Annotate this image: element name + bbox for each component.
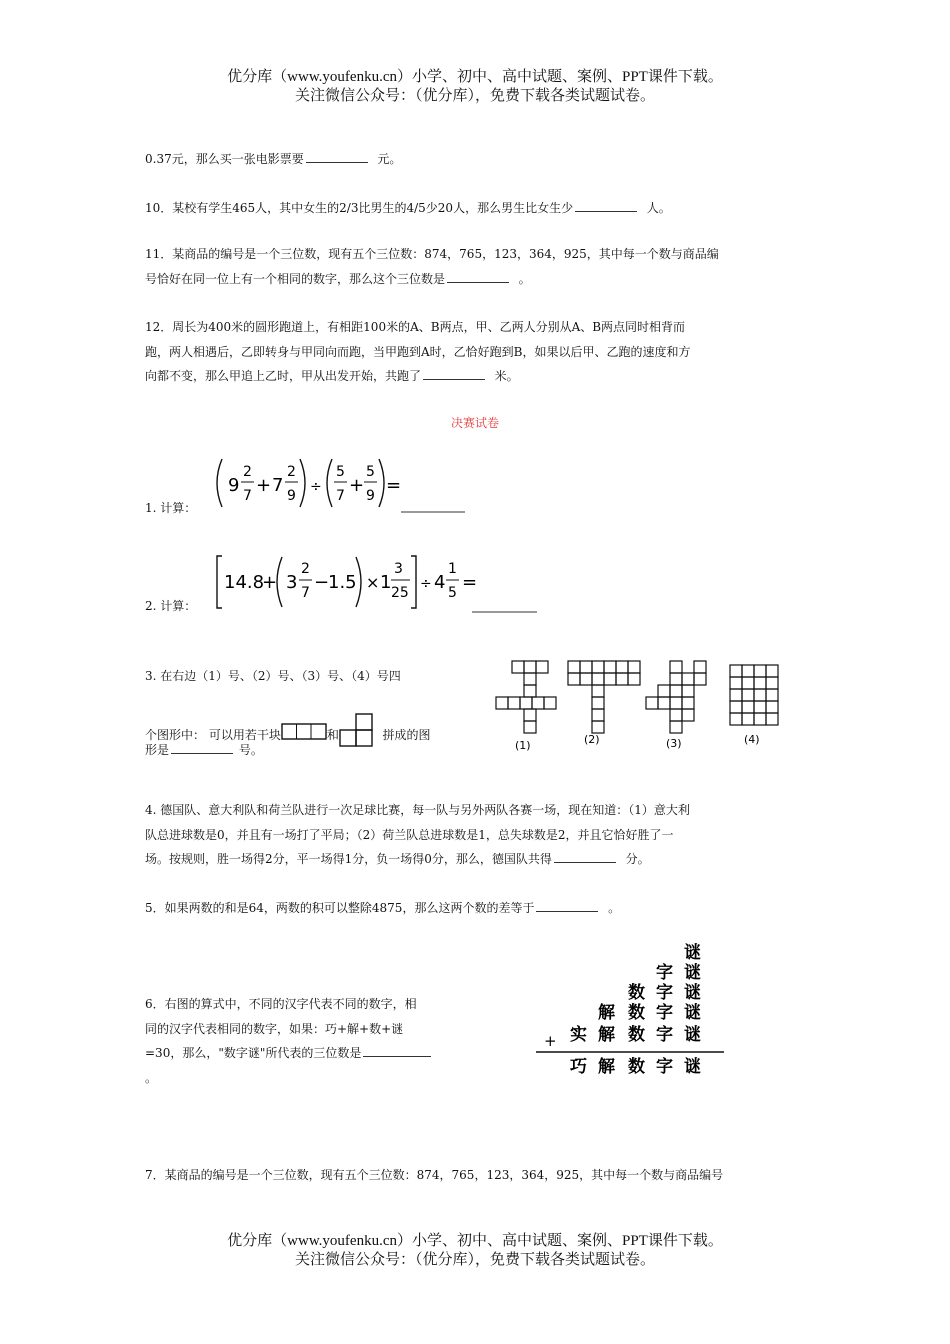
- puzzle-plus: +: [544, 1032, 557, 1050]
- q2-d3: 5: [448, 585, 457, 601]
- q2-times: ×: [366, 573, 380, 592]
- figure-3: [646, 661, 706, 733]
- q2-n3: 1: [448, 561, 457, 577]
- bracket-left: [217, 556, 222, 608]
- q12-line-3: [145, 364, 810, 389]
- final-section-title: 决赛试卷: [450, 416, 499, 430]
- answer-blank: [575, 199, 637, 212]
- q2-w3: 4: [434, 572, 446, 593]
- puzzle-char: 实: [570, 1025, 587, 1045]
- q12-line-1: 12．周长为400米的圆形跑道上，有相距100米的A、B两点，甲、乙两人分别从A、B两点同时相背而: [145, 320, 686, 334]
- q11-end: 。: [518, 271, 531, 286]
- paren-left: [277, 557, 282, 607]
- q4-line-1: 4. 德国队、意大利队和荷兰队进行一次足球比赛，每一队与另外两队各赛一场，现在知道：（1）意大利: [145, 803, 690, 817]
- figure-1: [496, 661, 556, 733]
- puzzle-char: 字: [656, 1025, 673, 1045]
- figure-2: [568, 661, 640, 733]
- q10-unit: 人。: [646, 201, 671, 215]
- q1-label: 1. 计算：: [145, 501, 197, 515]
- puzzle-char: 数: [628, 1025, 645, 1045]
- q4-line-2: 队总进球数是0，并且有一场打了平局；（2）荷兰队总进球数是1，总失球数是2，并且它恰好胜了一: [145, 827, 674, 842]
- figure-4: [730, 665, 778, 725]
- q1-eq: =: [386, 475, 402, 496]
- puzzle-char: 数: [628, 1003, 645, 1023]
- footer-line-2: 关注微信公众号：（优分库），免费下载各类试题试卷。: [294, 1252, 655, 1268]
- q12-unit: 米。: [494, 369, 519, 383]
- q1-a-num: 2: [243, 464, 252, 480]
- q1-b-num: 2: [287, 464, 296, 480]
- puzzle-char: 字: [656, 1003, 673, 1023]
- bracket-right: [411, 556, 416, 608]
- q3-text-d: 号。: [238, 743, 263, 757]
- question-7: 7．某商品的编号是一个三位数，现有五个三位数：874，765，123，364，925，其中每一个数与商品编号: [145, 1168, 724, 1182]
- q3-text-b: 拼成的图: [382, 728, 431, 742]
- answer-blank: [423, 367, 485, 380]
- q2-minus: −: [314, 572, 330, 593]
- q6-line-2: 同的汉字代表相同的数字，如果：巧+解+数+谜: [145, 1021, 404, 1036]
- puzzle-char: 谜: [684, 983, 701, 1003]
- puzzle-char: 谜: [684, 1003, 701, 1023]
- q1-div: ÷: [310, 479, 322, 495]
- q1-a-den: 7: [243, 488, 252, 504]
- q2-label: 2. 计算：: [145, 599, 197, 613]
- puzzle-char: 解: [598, 1025, 615, 1045]
- q2-w1: 3: [286, 572, 298, 593]
- q1-d-den: 9: [366, 488, 375, 504]
- q1-c-den: 7: [336, 488, 345, 504]
- puzzle-char: 数: [628, 983, 645, 1003]
- paren-right: [379, 459, 384, 507]
- answer-blank: [554, 850, 616, 863]
- puzzle-result-char: 解: [598, 1057, 615, 1077]
- q1-b-den: 9: [287, 488, 296, 504]
- paren-right: [356, 557, 361, 607]
- q2-t2: 1.5: [328, 572, 357, 593]
- paren-left: [327, 459, 332, 507]
- puzzle-char: 字: [656, 983, 673, 1003]
- q10-text: 10．某校有学生465人，其中女生的2/3比男生的4/5少20人，那么男生比女生少: [145, 201, 574, 215]
- q1-expression: [210, 455, 480, 515]
- q9-unit: 元。: [377, 152, 402, 166]
- question-11: [145, 242, 810, 291]
- figure-1-label: (1): [515, 739, 531, 752]
- question-4: [145, 798, 810, 872]
- header-line-1: 优分库（www.youfenku.cn）小学、初中、高中试题、案例、PPT课件下载。: [227, 69, 723, 85]
- q2-d1: 7: [301, 585, 310, 601]
- q5-end: 。: [608, 901, 621, 915]
- answer-blank: [306, 150, 368, 163]
- q2-eq: =: [462, 572, 478, 593]
- q1-plus-2: +: [349, 475, 365, 496]
- figure-3-label: (3): [666, 737, 682, 750]
- answer-blank: [536, 899, 598, 912]
- q3-figures: [492, 655, 792, 755]
- header-line-2: 关注微信公众号：（优分库），免费下载各类试题试卷。: [294, 88, 655, 104]
- q3-line-3: [145, 738, 495, 763]
- paren-right: [300, 459, 305, 507]
- q5-text: 5．如果两数的和是64，两数的积可以整除4875，那么这两个数的差等于: [145, 901, 535, 915]
- q1-a-whole: 9: [228, 475, 240, 496]
- q1-c-num: 5: [336, 464, 345, 480]
- q2-n1: 2: [301, 561, 310, 577]
- q1-d-num: 5: [366, 464, 375, 480]
- puzzle-result-char: 字: [656, 1057, 673, 1077]
- question-5: [145, 896, 810, 921]
- q3-text-c: 形是: [145, 743, 170, 757]
- puzzle-char: 谜: [684, 963, 701, 983]
- q4-line-3: [145, 847, 810, 872]
- answer-blank: [171, 741, 233, 754]
- q3-line-1: 3. 在右边（1）号、（2）号、（3）号、（4）号四: [145, 669, 401, 683]
- q3-and: 和: [326, 728, 339, 742]
- figure-4-label: (4): [744, 733, 760, 746]
- q3-text-a: 个图形中： 可以用若干块: [145, 728, 281, 742]
- q6-puzzle: [536, 938, 736, 1078]
- q1-b-whole: 7: [272, 475, 284, 496]
- q6-line-4: 。: [145, 1070, 158, 1085]
- q2-w2: 1: [380, 572, 392, 593]
- puzzle-char: 字: [656, 963, 673, 983]
- answer-blank: [447, 270, 509, 283]
- puzzle-result-char: 巧: [570, 1057, 587, 1077]
- q4-unit: 分。: [625, 852, 650, 866]
- q2-d2: 25: [391, 585, 409, 601]
- puzzle-char: 解: [598, 1003, 615, 1023]
- q9-text: 0.37元，那么买一张电影票要: [145, 152, 304, 166]
- puzzle-char: 谜: [684, 1025, 701, 1045]
- q2-expression: [210, 553, 550, 615]
- puzzle-result-char: 谜: [684, 1057, 701, 1077]
- footer-line-1: 优分库（www.youfenku.cn）小学、初中、高中试题、案例、PPT课件下载。: [227, 1233, 723, 1249]
- q2-plus: +: [262, 572, 278, 593]
- q11-text: 号恰好在同一位上有一个相同的数字，那么这个三位数是: [145, 271, 446, 286]
- question-12: [145, 315, 810, 389]
- q6-line-1: 6．右图的算式中，不同的汉字代表不同的数字，相: [145, 997, 417, 1011]
- puzzle-result-char: 数: [628, 1057, 645, 1077]
- q2-div: ÷: [420, 576, 432, 592]
- q9-tail: [145, 147, 810, 172]
- q11-line-2: [145, 267, 810, 292]
- paren-left: [217, 459, 222, 507]
- q6-line-3: [145, 1041, 475, 1066]
- question-10: [145, 196, 810, 221]
- q2-n2: 3: [394, 561, 403, 577]
- q11-line-1: 11．某商品的编号是一个三位数，现有五个三位数：874，765，123，364，925，其中每一个数与商品编: [145, 247, 719, 261]
- q12-text: 向都不变，那么甲追上乙时，甲从出发开始，共跑了: [145, 369, 422, 383]
- puzzle-char: 谜: [684, 943, 701, 963]
- q6-text: =30，那么，"数字谜"所代表的三位数是: [145, 1046, 362, 1060]
- question-6: [145, 992, 475, 1090]
- answer-blank: [363, 1044, 431, 1057]
- figure-2-label: (2): [584, 733, 600, 746]
- q1-plus: +: [256, 475, 272, 496]
- q12-line-2: 跑，两人相遇后，乙即转身与甲同向而跑，当甲跑到A时，乙恰好跑到B，如果以后甲、乙跑的速度和方: [145, 344, 691, 359]
- q2-t1: 14.8: [224, 572, 265, 593]
- q4-text: 场。按规则，胜一场得2分，平一场得1分，负一场得0分，那么，德国队共得: [145, 852, 552, 866]
